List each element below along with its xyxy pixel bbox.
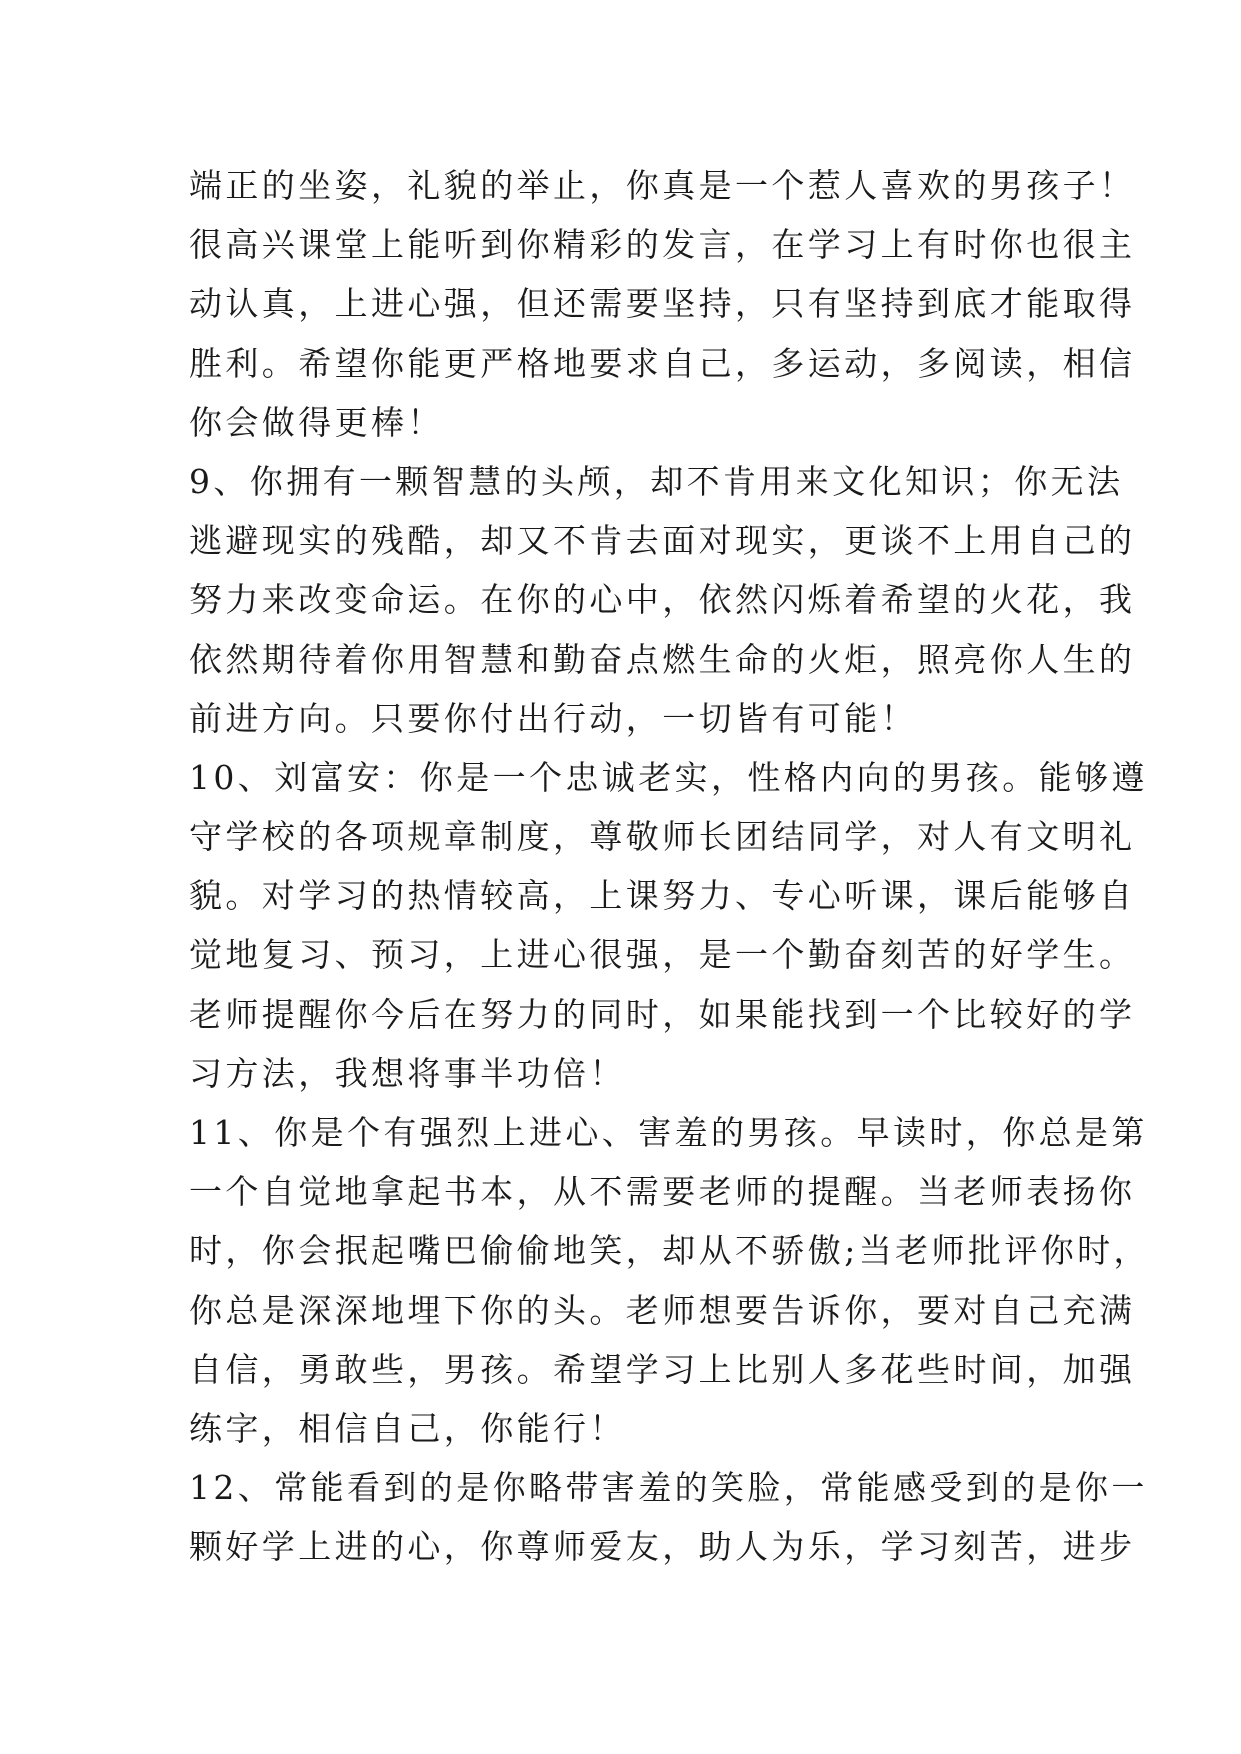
text-line: 9、你拥有一颗智慧的头颅，却不肯用来文化知识；你无法 [189, 461, 1124, 501]
text-line: 练字，相信自己，你能行！ [189, 1408, 626, 1448]
text-line: 11、你是个有强烈上进心、害羞的男孩。早读时，你总是第 [189, 1113, 1148, 1152]
text-line: 你总是深深地埋下你的头。老师想要告诉你，要对自己充满 [189, 1290, 1136, 1330]
text-line: 很高兴课堂上能听到你精彩的发言，在学习上有时你也很主 [189, 225, 1136, 265]
text-line: 前进方向。只要你付出行动，一切皆有可能！ [189, 698, 917, 738]
text-line: 端正的坐姿，礼貌的举止，你真是一个惹人喜欢的男孩子！ [189, 166, 1136, 205]
text-line: 努力来改变命运。在你的心中，依然闪烁着希望的火花，我 [189, 580, 1136, 620]
text-line: 10、刘富安：你是一个忠诚老实，性格内向的男孩。能够遵 [189, 757, 1148, 797]
text-line: 依然期待着你用智慧和勤奋点燃生命的火炬，照亮你人生的 [189, 639, 1136, 679]
document-body [189, 156, 1150, 1577]
text-line: 动认真，上进心强，但还需要坚持，只有坚持到底才能取得 [189, 284, 1136, 324]
text-line: 老师提醒你今后在努力的同时，如果能找到一个比较好的学 [189, 994, 1136, 1034]
text-line: 你会做得更棒！ [189, 402, 444, 442]
text-line: 一个自觉地拿起书本，从不需要老师的提醒。当老师表扬你 [189, 1172, 1136, 1212]
text-line: 逃避现实的残酷，却又不肯去面对现实，更谈不上用自己的 [189, 521, 1136, 561]
text-line: 自信，勇敢些，男孩。希望学习上比别人多花些时间，加强 [189, 1349, 1136, 1389]
text-line: 习方法，我想将事半功倍！ [189, 1053, 626, 1093]
text-line: 貌。对学习的热情较高，上课努力、专心听课，课后能够自 [189, 876, 1136, 916]
text-line: 12、常能看到的是你略带害羞的笑脸，常能感受到的是你一 [189, 1468, 1148, 1508]
text-line: 颗好学上进的心，你尊师爱友，助人为乐，学习刻苦，进步 [189, 1527, 1136, 1567]
text-line: 胜利。希望你能更严格地要求自己，多运动，多阅读，相信 [189, 343, 1136, 383]
text-line: 觉地复习、预习，上进心很强，是一个勤奋刻苦的好学生。 [189, 935, 1136, 975]
text-line: 守学校的各项规章制度，尊敬师长团结同学，对人有文明礼 [189, 817, 1136, 857]
text-line: 时，你会抿起嘴巴偷偷地笑，却从不骄傲;当老师批评你时， [189, 1231, 1150, 1271]
